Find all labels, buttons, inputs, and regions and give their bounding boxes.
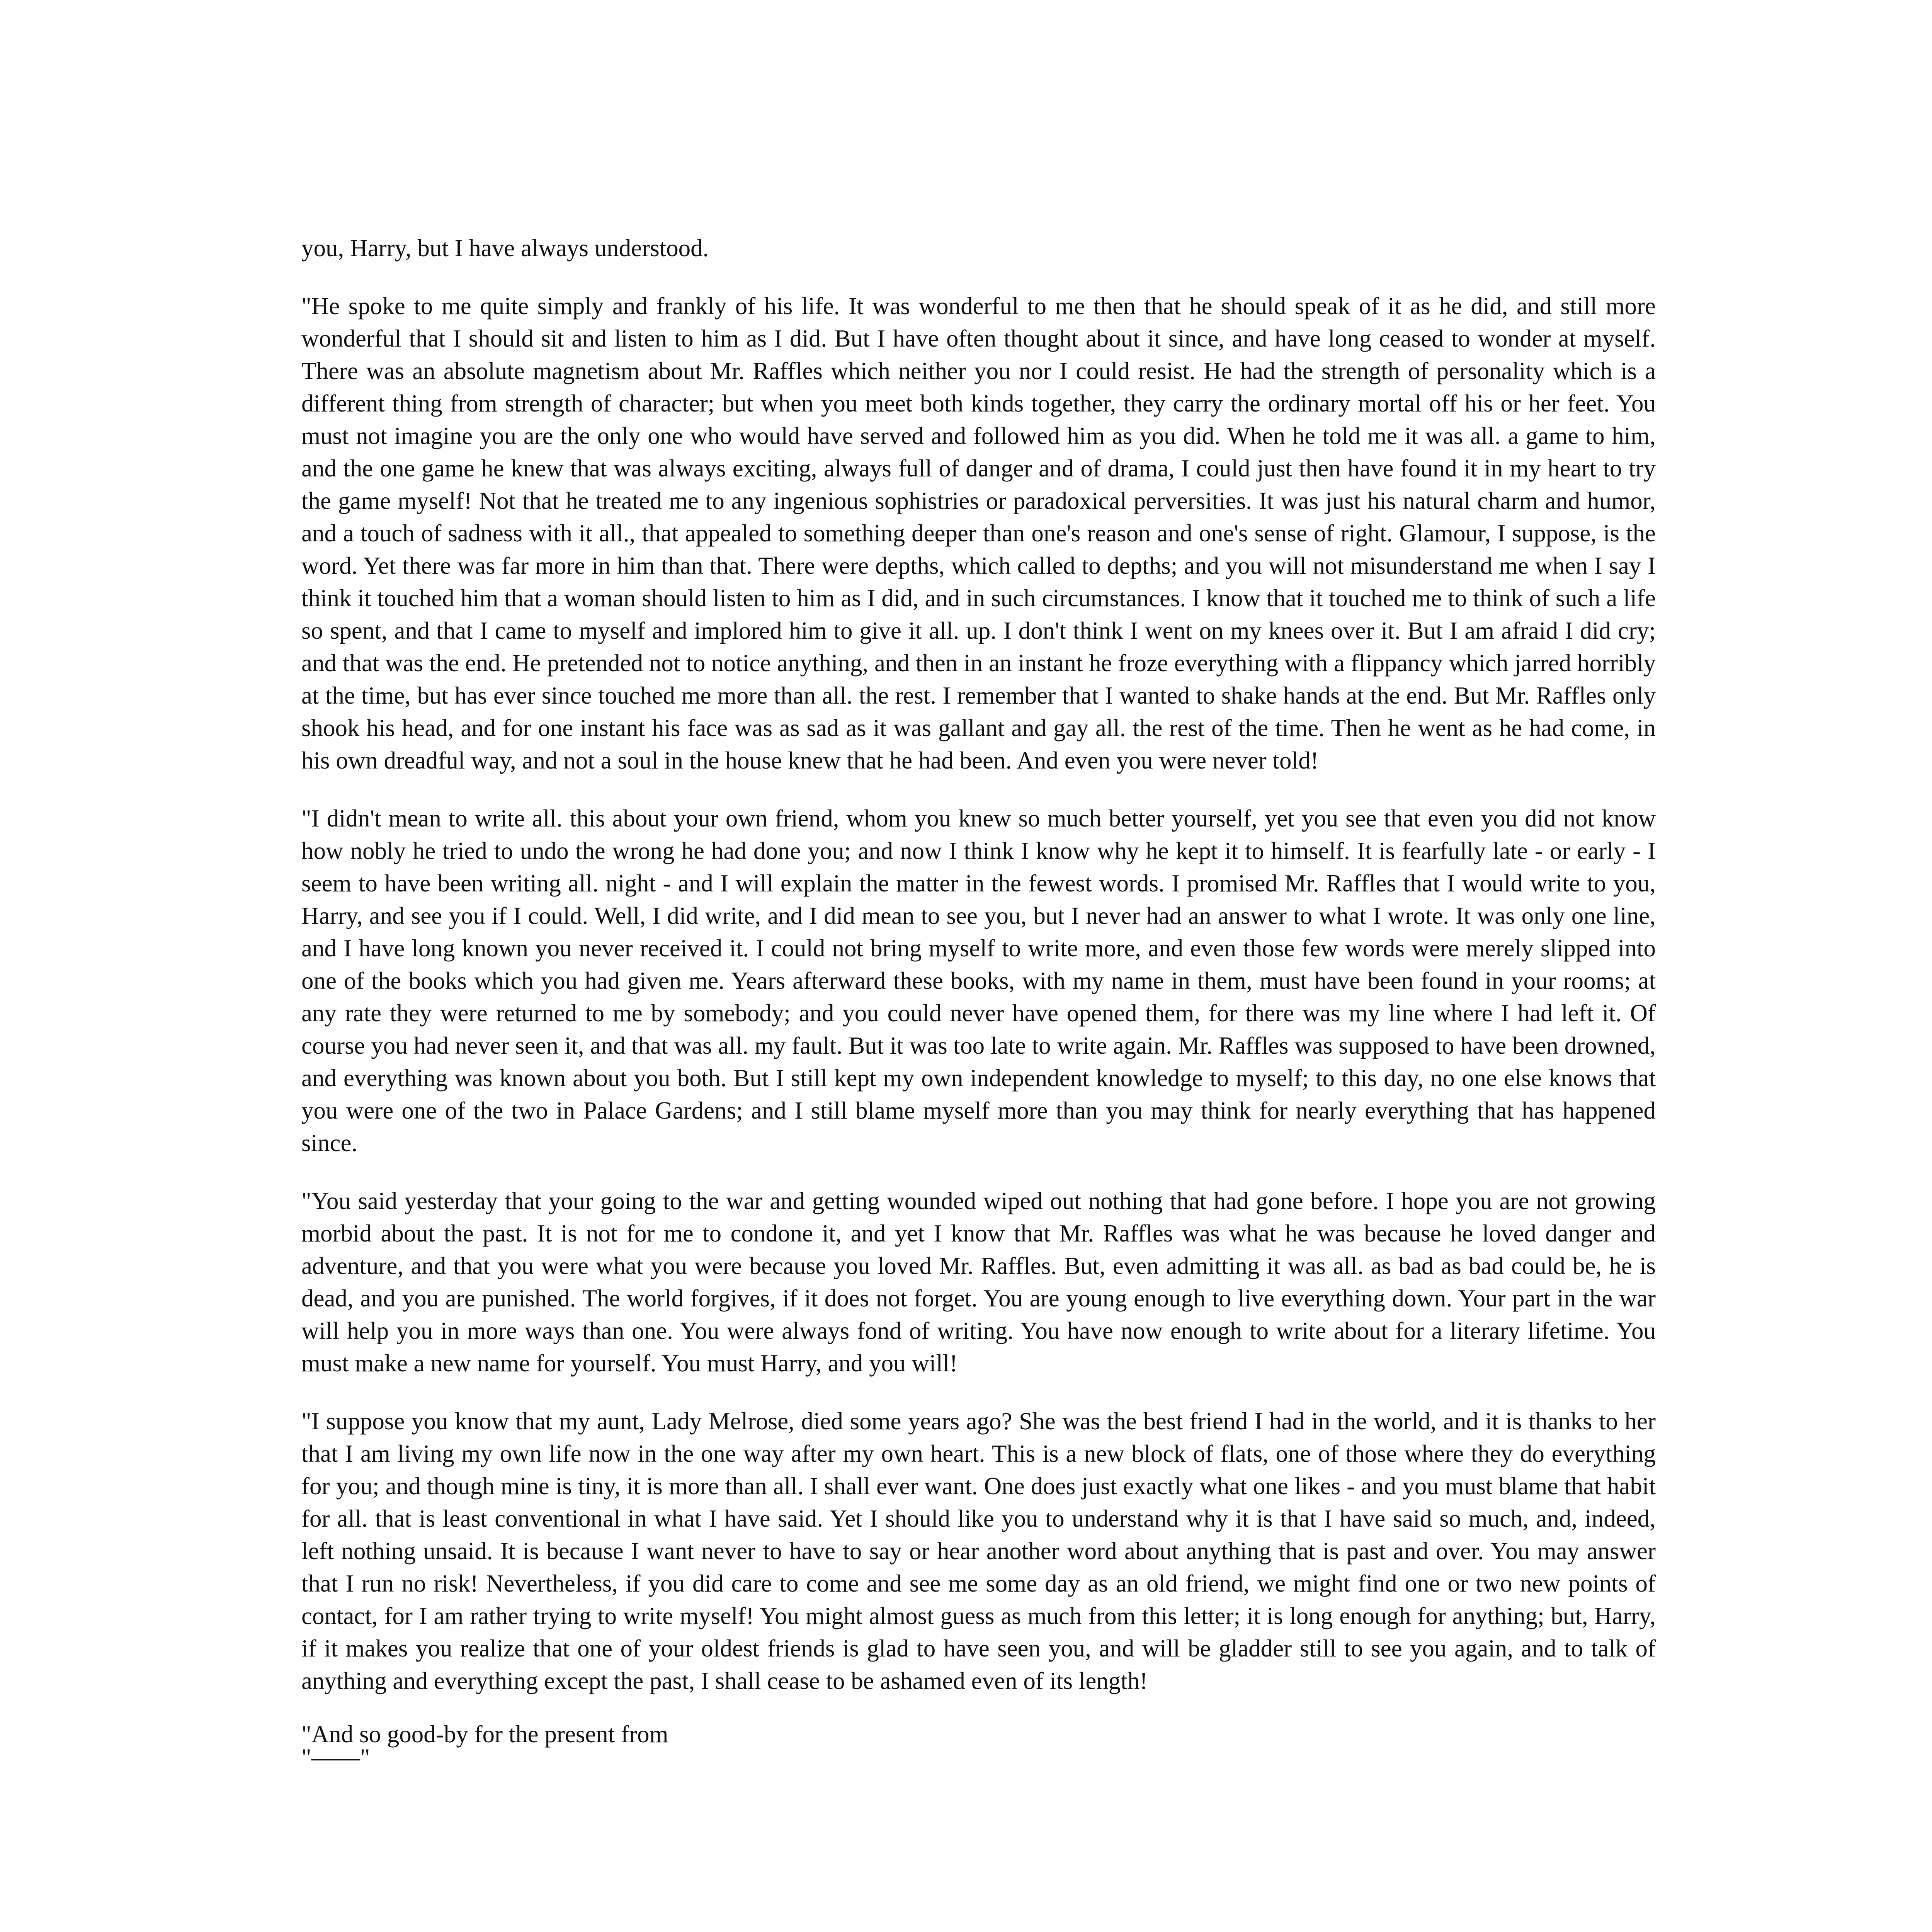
letter-paragraph-5: "I suppose you know that my aunt, Lady Melrose, died some years ago? She was the best friend I had in the world, and it is thanks to her that I am living my own life now in the one way after my own heart. This is a new block of flats, one of those where they do everything for you; and though mine is tiny, it is more than all. I shall ever want. One does just exactly what one likes - and you must blame that habit for all. that is least conventional in what I have said. Yet I should like you to understand why it is that I have said so much, and, indeed, left nothing unsaid. It is because I want never to have to say or hear another word about anything that is past and over. You may answer that I run no risk! Nevertheless, if you did care to come and see me some day as an old friend, we might find one or two new points of contact, for I am rather trying to write myself! You might almost guess as much from this letter; it is long enough for anything; but, Harry, if it makes you realize that one of your oldest friends is glad to have seen you, and will be gladder still to see you again, and to talk of anything and everything except the past, I shall cease to be ashamed even of its length! xyxy=(301,1408,1656,1694)
signature-blank: "——" xyxy=(301,1744,370,1771)
signoff-line: "And so good-by for the present from xyxy=(301,1721,668,1748)
letter-paragraph-3: "I didn't mean to write all. this about your own friend, whom you knew so much better yourself, yet you see that even you did not know how nobly he tried to undo the wrong he had done you; and now I think I know why he kept it to himself. It is fearfully late - or early - I seem to have been writing all. night - and I will explain the matter in the fewest words. I promised Mr. Raffles that I would write to you, Harry, and see you if I could. Well, I did write, and I did mean to see you, but I never had an answer to what I wrote. It was only one line, and I have long known you never received it. I could not bring myself to write more, and even those few words were merely slipped into one of the books which you had given me. Years afterward these books, with my name in them, must have been found in your rooms; at any rate they were returned to me by somebody; and you could never have opened them, for there was my line where I had left it. Of course you had never seen it, and that was all. my fault. But it was too late to write again. Mr. Raffles was supposed to have been drowned, and everything was known about you both. But I still kept my own independent knowledge to myself; to this day, no one else knows that you were one of the two in Palace Gardens; and I still blame myself more than you may think for nearly everything that has happened since. xyxy=(301,805,1656,1156)
letter-paragraph-2: "He spoke to me quite simply and frankly of his life. It was wonderful to me then that he should speak of it as he did, and still more wonderful that I should sit and listen to him as I did. But I have often thought about it since, and have long ceased to wonder at myself. There was an absolute magnetism about Mr. Raffles which neither you nor I could resist. He had the strength of personality which is a different thing from strength of character; but when you meet both kinds together, they carry the ordinary mortal off his or her feet. You must not imagine you are the only one who would have served and followed him as you did. When he told me it was all. a game to him, and the one game he knew that was always exciting, always full of danger and of drama, I could just then have found it in my heart to try the game myself! Not that he treated me to any ingenious sophistries or paradoxical perversities. It was just his natural charm and humor, and a touch of sadness with it all., that appealed to something deeper than one's reason and one's sense of right. Glamour, I suppose, is the word. Yet there was far more in him than that. There were depths, which called to depths; and you will not misunderstand me when I say I think it touched him that a woman should listen to him as I did, and in such circumstances. I know that it touched me to think of such a life so spent, and that I came to myself and implored him to give it all. up. I don't think I went on my knees over it. But I am afraid I did cry; and that was the end. He pretended not to notice anything, and then in an instant he froze everything with a flippancy which jarred horribly at the time, but has ever since touched me more than all. the rest. I remember that I wanted to shake hands at the end. But Mr. Raffles only shook his head, and for one instant his face was as sad as it was gallant and gay all. the rest of the time. Then he went as he had come, in his own dreadful way, and not a soul in the house knew that he had been. And even you were never told! xyxy=(301,293,1656,774)
letter-signoff xyxy=(301,1723,1656,1769)
letter-paragraph-1: you, Harry, but I have always understood. xyxy=(301,235,709,262)
letter-body xyxy=(301,232,1656,1769)
letter-paragraph-4: "You said yesterday that your going to the war and getting wounded wiped out nothing that had gone before. I hope you are not growing morbid about the past. It is not for me to condone it, and yet I know that Mr. Raffles was what he was because he loved danger and adventure, and that you were what you were because you loved Mr. Raffles. But, even admitting it was all. as bad as bad could be, he is dead, and you are punished. The world forgives, if it does not forget. You are young enough to live everything down. Your part in the war will help you in more ways than one. You were always fond of writing. You have now enough to write about for a literary lifetime. You must make a new name for yourself. You must Harry, and you will! xyxy=(301,1187,1656,1377)
